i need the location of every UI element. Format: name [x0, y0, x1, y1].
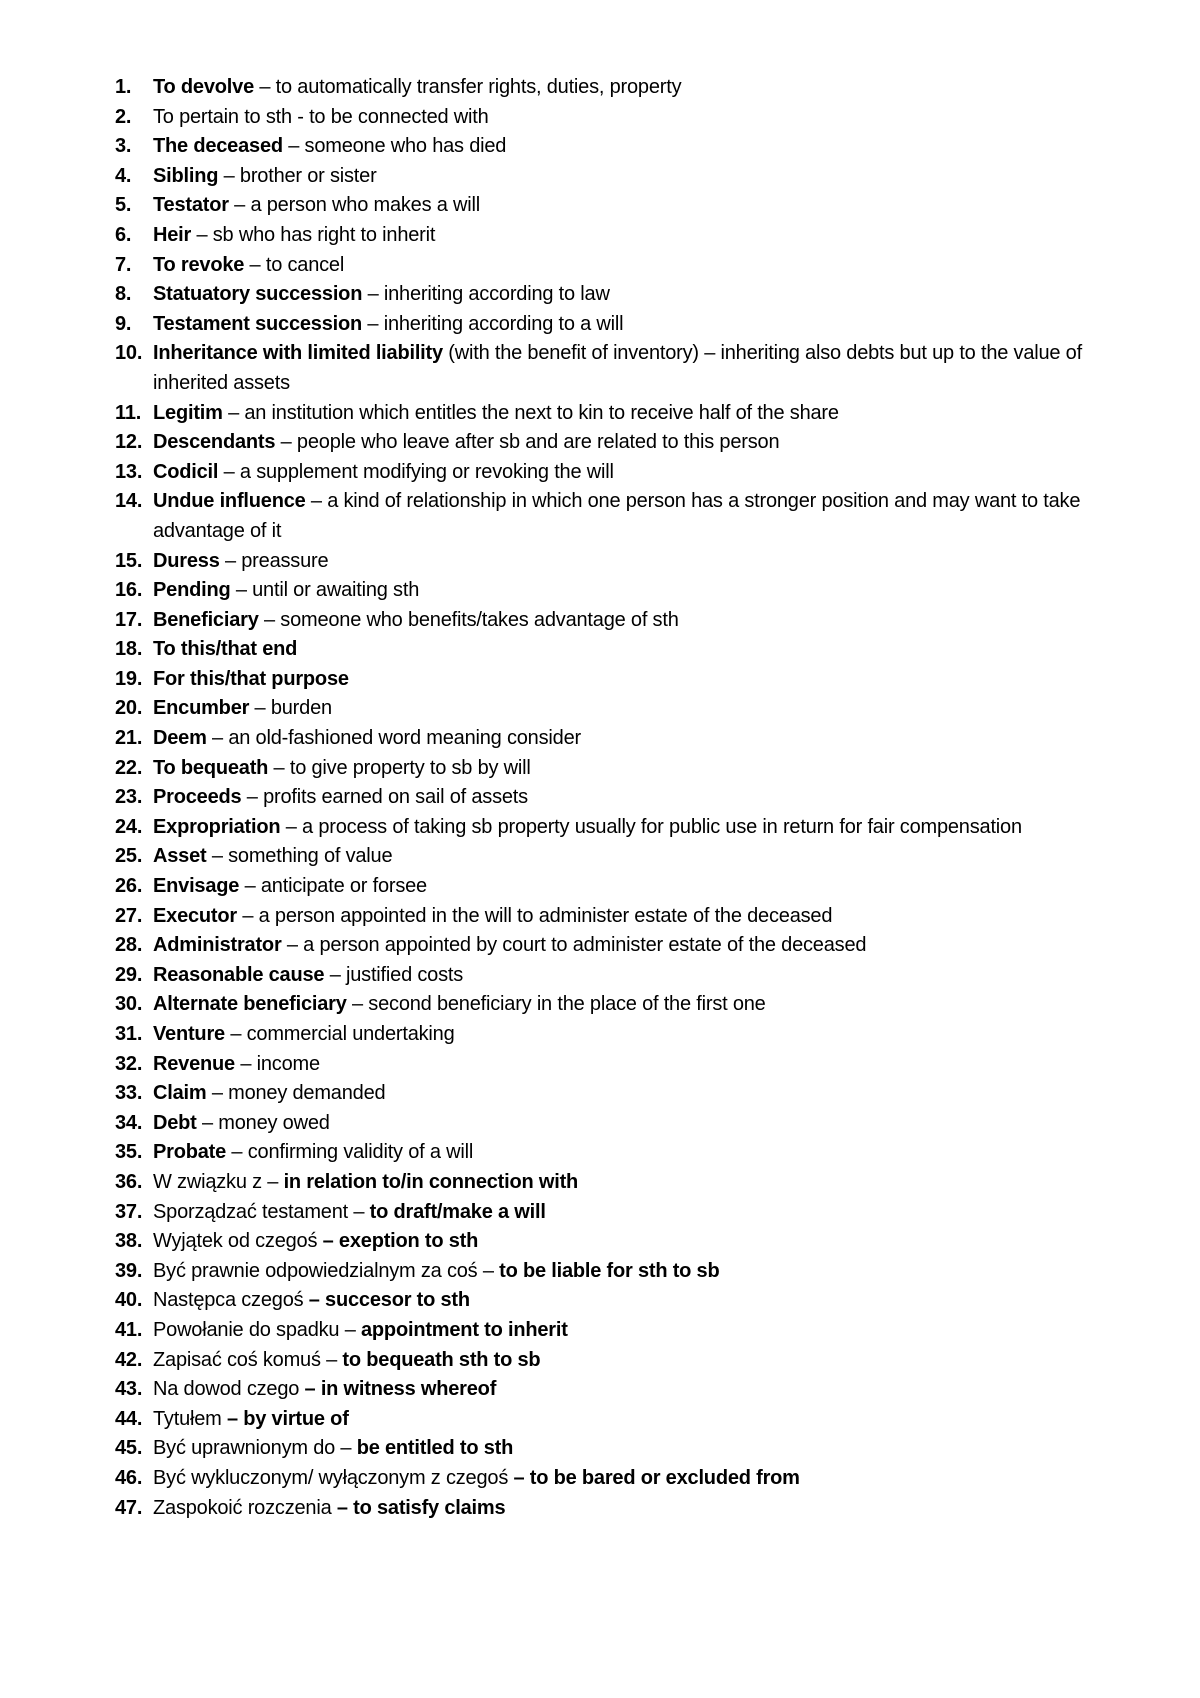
list-item	[115, 576, 1155, 606]
item-number: 38.	[115, 1230, 143, 1253]
list-item	[115, 694, 1155, 724]
term-bold: Legitim	[153, 401, 223, 424]
item-text	[153, 1494, 1155, 1524]
item-text	[153, 783, 1155, 813]
item-text	[153, 1316, 1155, 1346]
item-number: 35.	[115, 1141, 143, 1164]
item-number: 28.	[115, 934, 143, 957]
definition-text: – a supplement modifying or revoking the will	[218, 460, 614, 483]
definition-text: Zapisać coś komuś –	[153, 1348, 343, 1371]
item-text	[153, 1198, 1155, 1228]
item-text	[153, 606, 1155, 636]
vocabulary-list	[115, 73, 1155, 1523]
definition-text: – an old-fashioned word meaning consider	[206, 727, 581, 750]
list-item	[115, 813, 1155, 843]
term-bold: Statuatory succession	[153, 283, 363, 306]
item-number: 36.	[115, 1170, 143, 1193]
item-text	[153, 1050, 1155, 1080]
definition-text: Zaspokoić rozczenia	[153, 1496, 337, 1519]
item-text	[153, 1227, 1155, 1257]
item-text	[153, 842, 1155, 872]
list-item	[115, 872, 1155, 902]
term-bold: Testament succession	[153, 312, 363, 335]
term-bold: Probate	[153, 1141, 227, 1164]
definition-text: – brother or sister	[218, 164, 377, 187]
term-bold: appointment to inherit	[360, 1318, 568, 1341]
item-text	[153, 1346, 1155, 1376]
item-number: 17.	[115, 608, 143, 631]
item-number: 7.	[115, 253, 132, 276]
item-text	[153, 1464, 1155, 1494]
item-number: 16.	[115, 579, 143, 602]
list-item	[115, 1227, 1155, 1257]
term-bold: to draft/make a will	[369, 1200, 546, 1223]
term-bold: Debt	[153, 1111, 197, 1134]
list-item	[115, 665, 1155, 695]
term-bold: Duress	[153, 549, 220, 572]
item-text	[153, 280, 1155, 310]
item-number: 30.	[115, 993, 143, 1016]
list-item	[115, 724, 1155, 754]
item-number: 3.	[115, 135, 132, 158]
item-text	[153, 902, 1155, 932]
item-number: 44.	[115, 1407, 143, 1430]
list-item	[115, 428, 1155, 458]
list-item	[115, 310, 1155, 340]
definition-text: – something of value	[206, 845, 393, 868]
term-bold: Administrator	[153, 934, 282, 957]
term-bold: Envisage	[153, 875, 240, 898]
item-text	[153, 665, 1155, 695]
list-item	[115, 191, 1155, 221]
definition-text: – to automatically transfer rights, duties, property	[254, 76, 682, 98]
item-number: 47.	[115, 1496, 143, 1519]
definition-text: To pertain to sth - to be connected with	[153, 105, 489, 128]
definition-text: – someone who benefits/takes advantage of sth	[258, 608, 679, 631]
item-text	[153, 310, 1155, 340]
list-item	[115, 1464, 1155, 1494]
list-item	[115, 1198, 1155, 1228]
item-text	[153, 694, 1155, 724]
list-item	[115, 1050, 1155, 1080]
definition-text: – justified costs	[324, 963, 464, 986]
definition-text: Następca czegoś	[153, 1289, 309, 1312]
definition-text: – a person appointed by court to administer estate of the deceased	[281, 934, 867, 957]
item-number: 31.	[115, 1023, 143, 1045]
definition-text: – anticipate or forsee	[239, 875, 427, 898]
list-item	[115, 1494, 1155, 1524]
item-text	[153, 754, 1155, 784]
item-text	[153, 1168, 1155, 1198]
definition-text: – burden	[249, 697, 332, 720]
item-number: 45.	[115, 1437, 143, 1460]
item-number: 12.	[115, 431, 143, 454]
term-bold: Descendants	[153, 431, 276, 454]
definition-text: Na dowod czego	[153, 1378, 305, 1401]
term-bold: Sibling	[153, 164, 219, 187]
list-item	[115, 1434, 1155, 1464]
term-bold: To revoke	[153, 253, 245, 276]
definition-text: – a person appointed in the will to administer estate of the deceased	[237, 904, 833, 927]
term-bold: Reasonable cause	[153, 963, 325, 986]
item-number: 4.	[115, 164, 132, 187]
item-number: 14.	[115, 490, 143, 513]
list-item	[115, 783, 1155, 813]
list-item	[115, 339, 1155, 398]
term-bold: Heir	[153, 223, 192, 246]
list-item	[115, 1168, 1155, 1198]
list-item	[115, 902, 1155, 932]
term-bold: Executor	[153, 904, 237, 927]
term-bold: Pending	[153, 579, 231, 602]
definition-text: – inheriting according to law	[362, 283, 610, 306]
definition-text: – sb who has right to inherit	[191, 223, 436, 246]
term-bold: – in witness whereof	[304, 1378, 497, 1401]
definition-text: Być wykluczonym/ wyłączonym z czegoś	[153, 1466, 514, 1489]
item-number: 18.	[115, 638, 143, 661]
item-number: 15.	[115, 549, 143, 572]
list-item	[115, 1079, 1155, 1109]
item-number: 8.	[115, 283, 132, 306]
list-item	[115, 1316, 1155, 1346]
item-text	[153, 576, 1155, 606]
term-bold: Undue influence	[153, 490, 306, 513]
item-text	[153, 724, 1155, 754]
list-item	[115, 1257, 1155, 1287]
term-bold: – to satisfy claims	[336, 1496, 506, 1519]
item-text	[153, 221, 1155, 251]
item-number: 9.	[115, 312, 132, 335]
item-text	[153, 458, 1155, 488]
definition-text: Być uprawnionym do –	[153, 1437, 357, 1460]
definition-text: Sporządzać testament –	[153, 1200, 370, 1223]
term-bold: Inheritance with limited liability	[153, 342, 443, 365]
item-text	[153, 1138, 1155, 1168]
definition-text: – a person who makes a will	[228, 194, 481, 217]
item-number: 34.	[115, 1111, 143, 1134]
item-number: 21.	[115, 727, 143, 750]
list-item	[115, 1346, 1155, 1376]
term-bold: – to be bared or excluded from	[513, 1466, 800, 1489]
definition-text: – preassure	[219, 549, 329, 572]
list-item	[115, 961, 1155, 991]
list-item	[115, 103, 1155, 133]
list-item	[115, 635, 1155, 665]
item-number: 11.	[115, 401, 142, 424]
definition-text: Być prawnie odpowiedzialnym za coś –	[153, 1259, 500, 1282]
term-bold: To devolve	[153, 76, 254, 98]
definition-text: – commercial undertaking	[224, 1023, 455, 1045]
definition-text: – confirming validity of a will	[226, 1141, 474, 1164]
list-item	[115, 132, 1155, 162]
term-bold: Proceeds	[153, 786, 242, 809]
term-bold: The deceased	[153, 135, 283, 158]
list-item	[115, 162, 1155, 192]
definition-text: – someone who has died	[282, 135, 507, 158]
definition-text: Powołanie do spadku –	[153, 1318, 361, 1341]
list-item	[115, 1109, 1155, 1139]
list-item	[115, 754, 1155, 784]
item-number: 39.	[115, 1259, 143, 1282]
term-bold: Asset	[153, 845, 207, 868]
list-item	[115, 458, 1155, 488]
definition-text: – a kind of relationship in which one person has a stronger position and may want to take advantage of it	[153, 490, 1081, 542]
item-number: 24.	[115, 815, 143, 838]
item-text	[153, 487, 1155, 546]
item-text	[153, 635, 1155, 665]
item-number: 6.	[115, 223, 132, 246]
term-bold: Expropriation	[153, 815, 281, 838]
term-bold: To this/that end	[153, 638, 298, 661]
item-text	[153, 162, 1155, 192]
item-text	[153, 1286, 1155, 1316]
term-bold: Beneficiary	[153, 608, 259, 631]
term-bold: For this/that purpose	[153, 667, 349, 690]
term-bold: Encumber	[153, 697, 250, 720]
item-text	[153, 1079, 1155, 1109]
term-bold: – by virtue of	[226, 1407, 349, 1430]
term-bold: Alternate beneficiary	[153, 993, 347, 1016]
item-text	[153, 931, 1155, 961]
item-number: 27.	[115, 904, 143, 927]
item-number: 42.	[115, 1348, 143, 1371]
definition-text: W związku z –	[153, 1170, 284, 1193]
list-item	[115, 1138, 1155, 1168]
list-item	[115, 606, 1155, 636]
item-text	[153, 547, 1155, 577]
definition-text: – an institution which entitles the next to kin to receive half of the share	[222, 401, 839, 424]
term-bold: Venture	[153, 1023, 225, 1045]
definition-text: (with the benefit of inventory) – inheriting also debts but up to the value of inherited assets	[153, 342, 1082, 394]
term-bold: To bequeath	[153, 756, 269, 779]
item-number: 43.	[115, 1378, 143, 1401]
list-item	[115, 1286, 1155, 1316]
list-item	[115, 73, 1155, 103]
item-number: 46.	[115, 1466, 143, 1489]
list-item	[115, 547, 1155, 577]
list-item	[115, 221, 1155, 251]
term-bold: Deem	[153, 727, 207, 750]
item-number: 33.	[115, 1082, 143, 1105]
item-text	[153, 339, 1155, 398]
list-item	[115, 280, 1155, 310]
definition-text: – inheriting according to a will	[362, 312, 624, 335]
definition-text: – second beneficiary in the place of the first one	[346, 993, 766, 1016]
list-item	[115, 842, 1155, 872]
item-number: 19.	[115, 667, 143, 690]
list-item	[115, 1375, 1155, 1405]
definition-text: – to give property to sb by will	[268, 756, 531, 779]
item-number: 20.	[115, 697, 143, 720]
item-text	[153, 1375, 1155, 1405]
definition-text: – people who leave after sb and are related to this person	[275, 431, 780, 454]
item-text	[153, 990, 1155, 1020]
definition-text: Tytułem	[153, 1407, 227, 1430]
item-text	[153, 103, 1155, 133]
definition-text: – money demanded	[206, 1082, 386, 1105]
item-text	[153, 1434, 1155, 1464]
item-number: 26.	[115, 875, 143, 898]
definition-text: – profits earned on sail of assets	[241, 786, 528, 809]
item-number: 29.	[115, 963, 143, 986]
item-text	[153, 1020, 1155, 1050]
item-number: 22.	[115, 756, 143, 779]
item-text	[153, 428, 1155, 458]
list-item	[115, 399, 1155, 429]
list-item	[115, 251, 1155, 281]
item-text	[153, 191, 1155, 221]
term-bold: – succesor to sth	[308, 1289, 470, 1312]
definition-text: Wyjątek od czegoś	[153, 1230, 323, 1253]
list-item	[115, 1405, 1155, 1435]
item-number: 1.	[115, 76, 132, 98]
item-text	[153, 132, 1155, 162]
list-item	[115, 1020, 1155, 1050]
item-number: 25.	[115, 845, 143, 868]
item-number: 13.	[115, 460, 143, 483]
term-bold: Codicil	[153, 460, 219, 483]
definition-text: – money owed	[196, 1111, 330, 1134]
definition-text: – income	[234, 1052, 320, 1075]
item-text	[153, 961, 1155, 991]
list-item	[115, 990, 1155, 1020]
term-bold: – exeption to sth	[322, 1230, 479, 1253]
definition-text: – to cancel	[244, 253, 345, 276]
list-item	[115, 931, 1155, 961]
term-bold: Claim	[153, 1082, 207, 1105]
item-number: 41.	[115, 1318, 143, 1341]
term-bold: be entitled to sth	[356, 1437, 514, 1460]
item-number: 2.	[115, 105, 132, 128]
term-bold: Testator	[153, 194, 229, 217]
term-bold: in relation to/in connection with	[283, 1170, 579, 1193]
item-number: 32.	[115, 1052, 143, 1075]
item-number: 37.	[115, 1200, 143, 1223]
item-text	[153, 1257, 1155, 1287]
item-text	[153, 73, 1155, 103]
item-number: 5.	[115, 194, 132, 217]
term-bold: to be liable for sth to sb	[499, 1259, 720, 1282]
item-number: 10.	[115, 342, 143, 365]
item-text	[153, 813, 1155, 843]
list-item	[115, 487, 1155, 546]
term-bold: to bequeath sth to sb	[342, 1348, 541, 1371]
item-text	[153, 1405, 1155, 1435]
term-bold: Revenue	[153, 1052, 235, 1075]
item-text	[153, 399, 1155, 429]
definition-text: – until or awaiting sth	[230, 579, 420, 602]
item-number: 23.	[115, 786, 143, 809]
item-text	[153, 251, 1155, 281]
item-text	[153, 872, 1155, 902]
definition-text: – a process of taking sb property usually for public use in return for fair compensation	[280, 815, 1022, 838]
item-number: 40.	[115, 1289, 143, 1312]
item-text	[153, 1109, 1155, 1139]
